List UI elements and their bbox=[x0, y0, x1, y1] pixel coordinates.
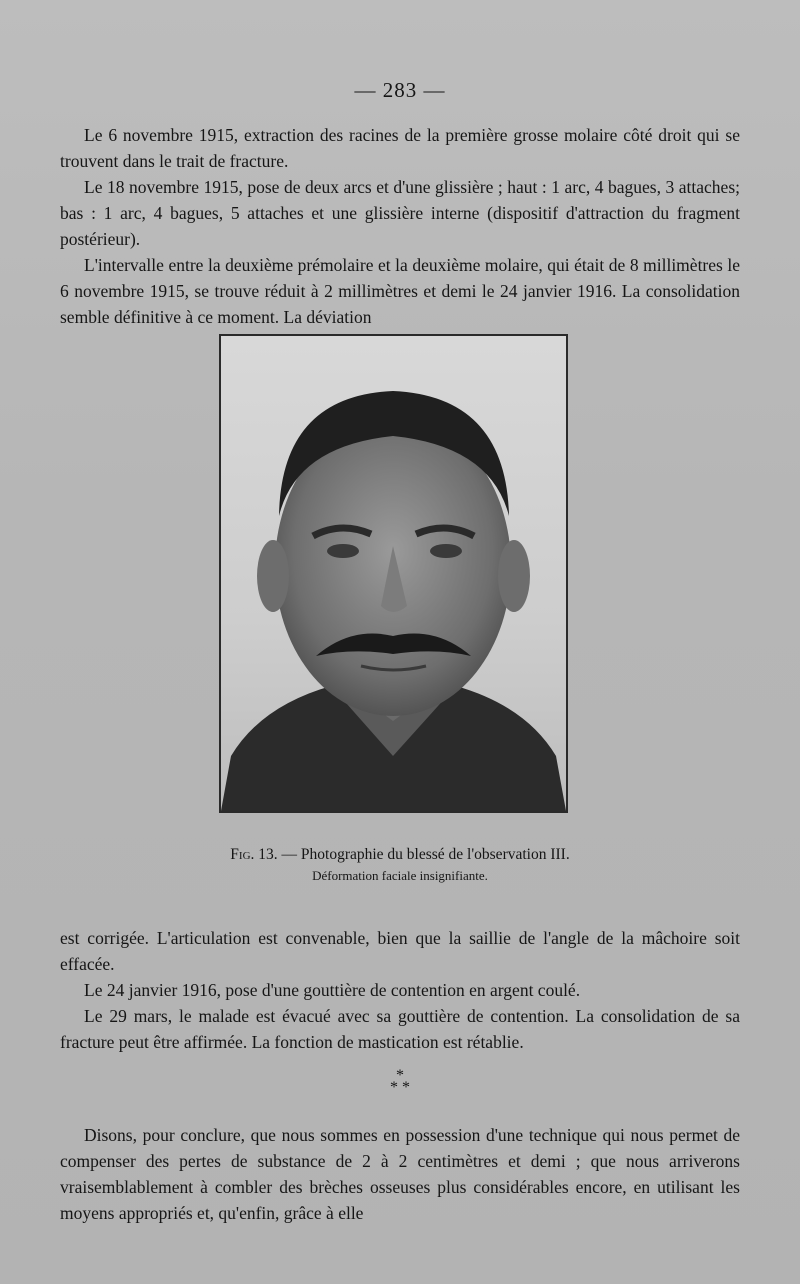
paragraph: Le 6 novembre 1915, extraction des racines de la première grosse molaire côté droit qui se trouvent dans le trait de fracture. bbox=[60, 125, 740, 171]
paragraph: Le 18 novembre 1915, pose de deux arcs et d'une glissière ; haut : 1 arc, 4 bagues, 3 attaches; bas : 1 arc, 4 bagues, 5 attaches et une glissière interne (dispositif d'attraction du fragment postérieur). bbox=[60, 177, 740, 249]
asterism-top: * bbox=[396, 1067, 404, 1084]
caption-subtitle: Déformation faciale insignifiante. bbox=[312, 868, 488, 883]
paragraph: est corrigée. L'articulation est convenable, bien que la saillie de l'angle de la mâchoire soit effacée. bbox=[60, 928, 740, 974]
page-number: — 283 — bbox=[354, 78, 446, 102]
text-block-bottom bbox=[60, 1122, 740, 1226]
paragraph: Le 29 mars, le malade est évacué avec sa gouttière de contention. La consolidation de sa fracture peut être affirmée. La fonction de mastication est rétablie. bbox=[60, 1006, 740, 1052]
figure-caption bbox=[0, 846, 800, 884]
paragraph: Le 24 janvier 1916, pose d'une gouttière de contention en argent coulé. bbox=[84, 980, 581, 1000]
paragraph: L'intervalle entre la deuxième prémolaire et la deuxième molaire, qui était de 8 millimètres le 6 novembre 1915, se trouve réduit à 2 millimètres et demi le 24 janvier 1916. La consolidation semble définitive à ce moment. La déviation bbox=[60, 255, 740, 327]
text-block-middle bbox=[60, 925, 740, 1055]
paragraph: Disons, pour conclure, que nous sommes en possession d'une technique qui nous permet de compenser des pertes de substance de 2 à 2 centimètres et demi ; que nous arriverons vraisemblablement à combler des brèches osseuses plus considérables encore, en utilisant les moyens appropriés et, qu'enfin, grâce à elle bbox=[60, 1125, 740, 1223]
asterism-bottom: * * bbox=[390, 1079, 410, 1096]
caption-text: — Photographie du blessé de l'observation III. bbox=[281, 846, 570, 863]
figure-photograph bbox=[219, 334, 568, 813]
caption-label: Fig. 13. bbox=[230, 846, 278, 863]
text-block-top bbox=[60, 122, 740, 330]
section-asterism bbox=[0, 1067, 800, 1096]
